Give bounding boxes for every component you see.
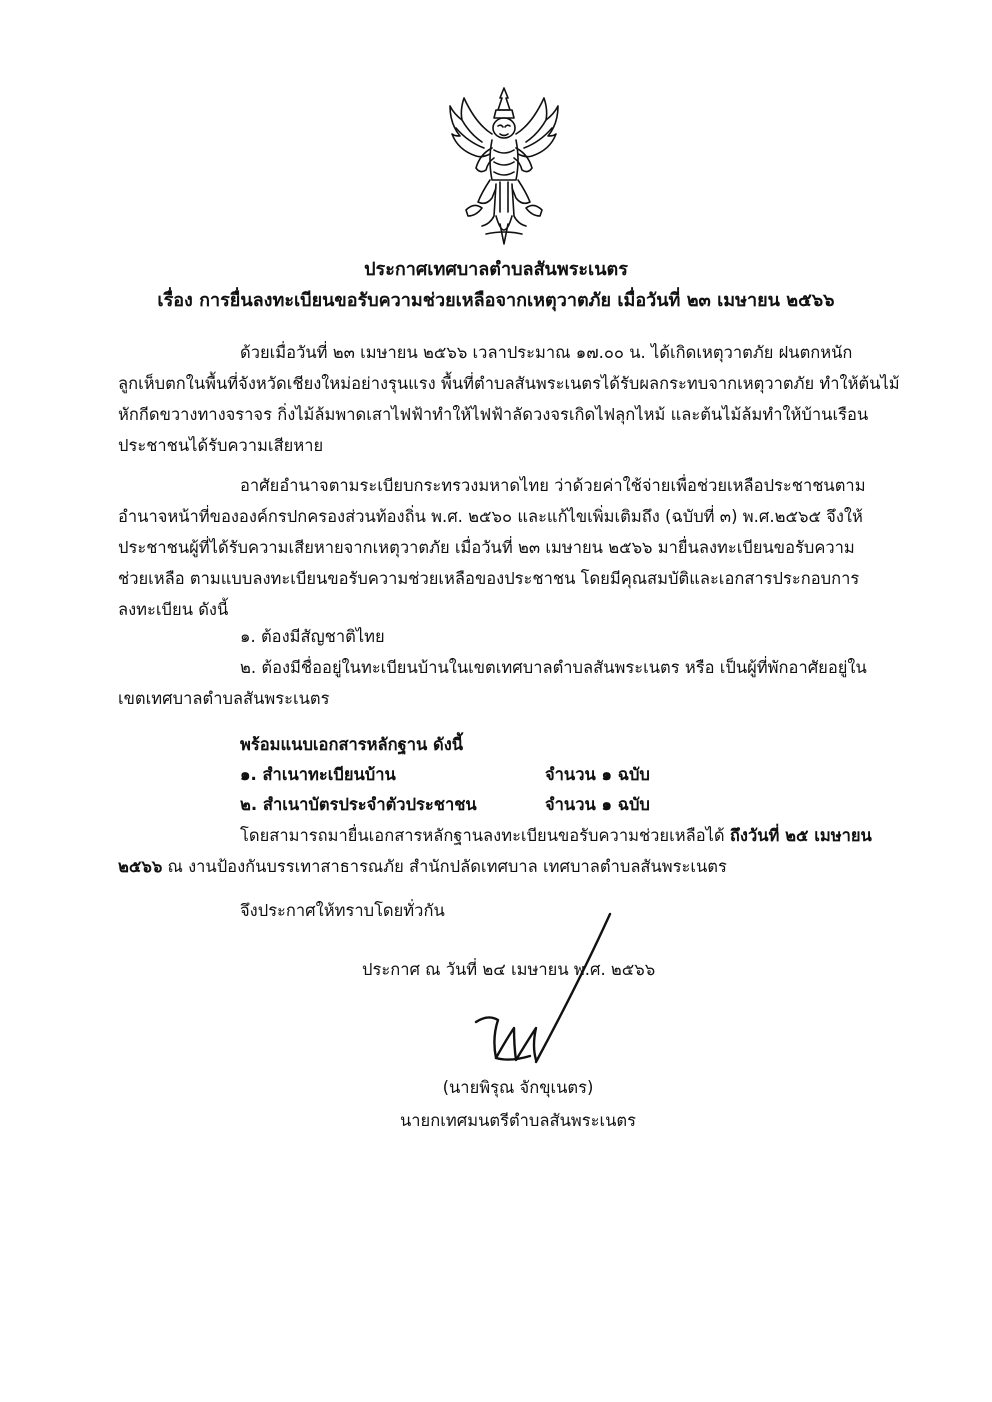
signatory-position: นายกเทศมนตรีตำบลสันพระเนตร xyxy=(400,1111,636,1130)
document-item xyxy=(240,760,760,790)
paragraph-incident xyxy=(118,337,900,461)
paragraph-line: ลงทะเบียน ดังนี้ xyxy=(118,600,229,619)
paragraph-line: ช่วยเหลือ ตามแบบลงทะเบียนขอรับความช่วยเหลือของประชาชน โดยมีคุณสมบัติและเอกสารประกอบการ xyxy=(118,569,860,588)
signatory-name: (นายพิรุณ จักขุเนตร) xyxy=(442,1078,594,1097)
document-name: ๒. สำเนาบัตรประจำตัวประชาชน xyxy=(240,795,477,814)
paragraph-authority xyxy=(118,470,882,625)
garuda-emblem-icon xyxy=(446,84,562,248)
paragraph-line: อำนาจหน้าที่ขององค์กรปกครองส่วนท้องถิ่น พ.ศ. ๒๕๖๐ และแก้ไขเพิ่มเติมถึง (ฉบับที่ ๓) พ.ศ.๒๕๖๕ จึงให้ xyxy=(118,507,863,526)
qualification-item-continued: เขตเทศบาลตำบลสันพระเนตร xyxy=(118,689,330,708)
paragraph-line: ประชาชนผู้ที่ได้รับความเสียหายจากเหตุวาตภัย เมื่อวันที่ ๒๓ เมษายน ๒๕๖๖ มายื่นลงทะเบียนขอรับความ xyxy=(118,538,855,557)
deadline-line xyxy=(118,820,882,851)
paragraph-line: ลูกเห็บตกในพื้นที่จังหวัดเชียงใหม่อย่างรุนแรง พื้นที่ตำบลสันพระเนตรได้รับผลกระทบจากเหตุวาตภัย ทำให้ต้นไม้ xyxy=(118,374,900,393)
deadline-line xyxy=(118,851,882,882)
closing-line: จึงประกาศให้ทราบโดยทั่วกัน xyxy=(240,901,445,920)
qualification-item: ๒. ต้องมีชื่ออยู่ในทะเบียนบ้านในเขตเทศบาลตำบลสันพระเนตร หรือ เป็นผู้ที่พักอาศัยอยู่ใน xyxy=(240,658,867,677)
announcement-subject: เรื่อง การยื่นลงทะเบียนขอรับความช่วยเหลือจากเหตุวาตภัย เมื่อวันที่ ๒๓ เมษายน ๒๕๖๖ xyxy=(157,290,835,311)
paragraph-line: อาศัยอำนาจตามระเบียบกระทรวงมหาดไทย ว่าด้วยค่าใช้จ่ายเพื่อช่วยเหลือประชาชนตาม xyxy=(240,476,866,495)
document-amount: จำนวน ๑ ฉบับ xyxy=(545,795,650,814)
document-name: ๑. สำเนาทะเบียนบ้าน xyxy=(240,765,396,784)
deadline-year: ๒๕๖๖ xyxy=(118,857,163,876)
document-amount: จำนวน ๑ ฉบับ xyxy=(545,765,650,784)
deadline-date: ถึงวันที่ ๒๕ เมษายน xyxy=(729,826,872,845)
document-item xyxy=(240,790,760,820)
deadline-paragraph xyxy=(118,820,882,882)
documents-heading: พร้อมแนบเอกสารหลักฐาน ดังนี้ xyxy=(240,735,464,754)
deadline-location: ณ งานป้องกันบรรเทาสาธารณภัย สำนักปลัดเทศบาล เทศบาลตำบลสันพระเนตร xyxy=(162,857,727,876)
paragraph-line: ประชาชนได้รับความเสียหาย xyxy=(118,436,324,455)
deadline-text: โดยสามารถมายื่นเอกสารหลักฐานลงทะเบียนขอรับความช่วยเหลือได้ xyxy=(240,826,730,845)
announcement-date: ประกาศ ณ วันที่ ๒๔ เมษายน พ.ศ. ๒๕๖๖ xyxy=(362,960,656,979)
paragraph-line: ด้วยเมื่อวันที่ ๒๓ เมษายน ๒๕๖๖ เวลาประมาณ ๑๗.๐๐ น. ได้เกิดเหตุวาตภัย ฝนตกหนัก xyxy=(240,343,853,362)
signature-icon xyxy=(470,910,620,1070)
announcement-title: ประกาศเทศบาลตำบลสันพระเนตร xyxy=(364,259,628,280)
qualifications-list xyxy=(118,621,882,714)
paragraph-line: หักกีดขวางทางจราจร กิ่งไม้ล้มพาดเสาไฟฟ้าทำให้ไฟฟ้าลัดวงจรเกิดไฟลุกไหม้ และต้นไม้ล้มทำให้บ้านเรือน xyxy=(118,405,869,424)
qualification-item: ๑. ต้องมีสัญชาติไทย xyxy=(240,627,385,646)
